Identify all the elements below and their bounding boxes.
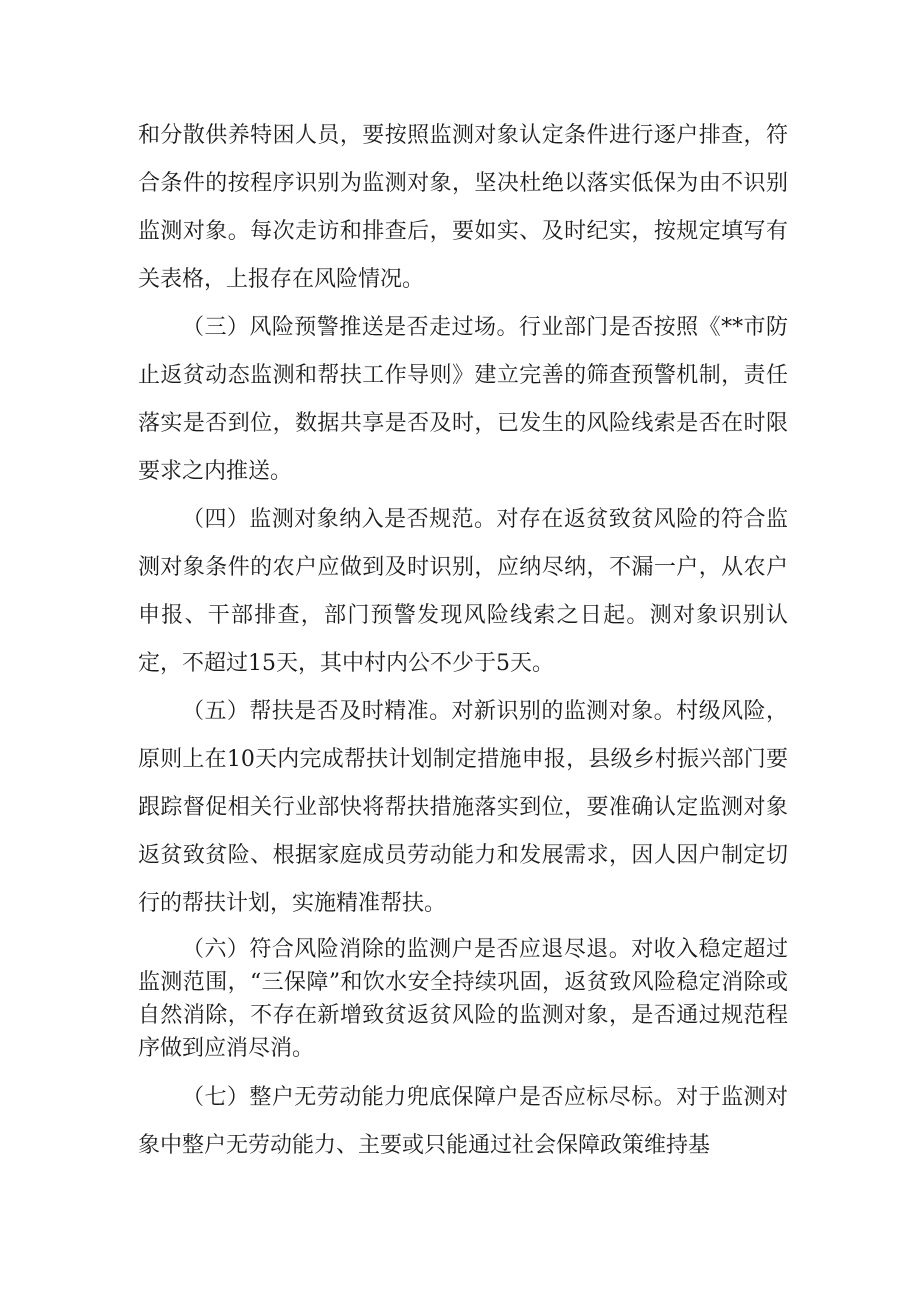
document-body	[138, 112, 788, 1170]
paragraph-section-5: （五）帮扶是否及时精准。对新识别的监测对象。村级风险，原则上在10天内完成帮扶计划制定措施申报，县级乡村振兴部门要跟踪督促相关行业部快将帮扶措施落实到位，要准确认定监测对象返贫致贫险、根据家庭成员劳动能力和发展需求，因人因户制定切行的帮扶计划，实施精准帮扶。	[138, 699, 788, 916]
paragraph-continuation: 和分散供养特困人员，要按照监测对象认定条件进行逐户排查，符合条件的按程序识别为监测对象，坚决杜绝以落实低保为由不识别监测对象。每次走访和排查后，要如实、及时纪实，按规定填写有关表格，上报存在风险情况。	[138, 123, 788, 292]
paragraph-section-7: （七）整户无劳动能力兜底保障户是否应标尽标。对于监测对象中整户无劳动能力、主要或只能通过社会保障政策维持基	[138, 1085, 788, 1158]
paragraph-section-6: （六）符合风险消除的监测户是否应退尽退。对收入稳定超过监测范围，“三保障”和饮水安全持续巩固，返贫致风险稳定消除或自然消除，不存在新增致贫返贫风险的监测对象，是否通过规范程序做到应消尽消。	[138, 937, 788, 1061]
paragraph-section-3: （三）风险预警推送是否走过场。行业部门是否按照《**市防止返贫动态监测和帮扶工作导则》建立完善的筛查预警机制，责任落实是否到位，数据共享是否及时，已发生的风险线索是否在时限要求之内推送。	[138, 315, 788, 484]
paragraph-section-4: （四）监测对象纳入是否规范。对存在返贫致贫风险的符合监测对象条件的农户应做到及时识别，应纳尽纳，不漏一户，从农户申报、干部排查，部门预警发现风险线索之日起。测对象识别认定，不超过15天，其中村内公不少于5天。	[138, 507, 788, 676]
